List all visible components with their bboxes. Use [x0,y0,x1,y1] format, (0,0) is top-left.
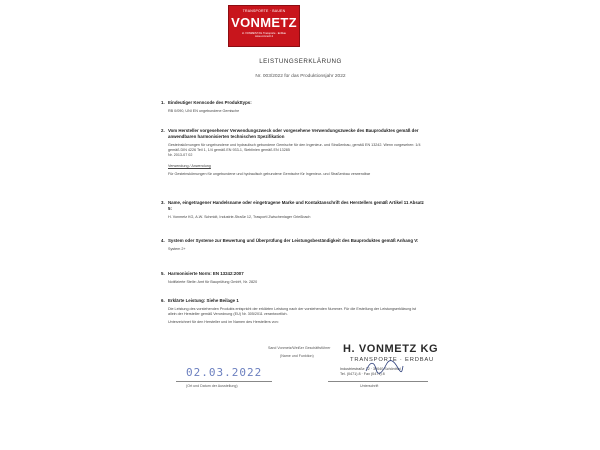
document-subtitle: Nr. 003/2022 für das Produktionsjahr 2022 [255,74,346,79]
handwritten-signature [364,359,404,375]
section-heading: Eindeutiger Kenncode des Produkttyps: [168,100,252,105]
section-heading: Erklärte Leistung: Siehe Beilage 1 [168,298,239,303]
section-number: 4. [161,238,165,243]
section-text: Für Gesteinskörnungen für ungebundene und hydraulisch gebundene Gemische für Ingenieur- und Straßenbau verwendbar [168,171,371,176]
section-number: 5. [161,271,165,276]
company-logo [228,5,300,47]
section-1 [161,100,424,114]
section-text: Gesteinskörnungen für ungebundene und hydraulisch gebundene Gemische für den Ingenieur- und Straßenbau, gemäß EN 13242. Wenn vorgesehen: 1/4 gemäß DIN 4226 Teil 1, 1/4 gemäß EN 933-1, Sieblinien gemäß EN 13285 [168,143,421,153]
company-stamp-address: Industriestraße 12 · 39040 Schönthal [340,367,401,371]
logo-website: www.vonmetz.it [254,35,274,38]
section-text: H. Vonmetz KG, A.W. Schmidt, Industrie-Straße 12, Trasporti Zwischenlager Grießbach [168,215,311,219]
section-text: System 2+ [168,247,186,251]
section-heading: System oder Systeme zur Bewertung und Überprüfung der Leistungsbeständigkeit des Bauproduktes gemäß Anhang V: [168,238,419,243]
section-number: 3. [161,200,165,205]
company-stamp-name: H. VONMETZ KG [343,343,439,355]
section-heading: Harmonisierte Norm: EN 13242:2007 [168,271,244,276]
signatory-line: Sand Vonmetz/Weißer Geschäftsführer [268,346,331,350]
document-title: LEISTUNGSERKLÄRUNG [259,58,342,65]
section-text: Unterzeichnet für den Hersteller und im Namen des Herstellers von: [168,320,279,325]
section-heading: Name, eingetragener Handelsname oder eingetragene Marke und Kontaktanschrift des Herstellers gemäß Artikel 11 Absatz 5: [168,200,424,211]
section-4 [161,238,424,252]
date-signature-rule [176,381,272,382]
logo-wordmark: VONMETZ [231,15,297,30]
section-number: 1. [161,100,165,105]
company-stamp-contact: Tel. (0471) 8 · Fax (0471) 8 [340,372,385,376]
section-5 [161,271,424,285]
logo-tagline: TRANSPORTE · BAUEN [242,9,286,13]
section-number: 6. [161,298,165,303]
section-3 [161,200,424,220]
signature-caption: Unterschrift [360,384,379,388]
section-text: Die Leistung des vorstehenden Produkts entspricht der erklärten Leistung nach der vorstehenden Nummer. Für die Erstellung der Leistungserklärung ist allein der Hersteller gemäß Verordnung (EU) Nr. 305/2011 verantwortlich. [168,307,417,317]
section-subheading: Verwendung / Anwendung [168,163,211,168]
logo-company-line: H. VONMETZ KG Transporte · Erdbau [241,32,287,35]
company-stamp-subtitle: TRANSPORTE · ERDBAU [350,357,435,363]
document-page [128,0,473,450]
section-6 [161,298,424,326]
section-text: Notifizierte Stelle: Amt für Bauprüfung GmbH, Nr. 2820 [168,280,258,284]
signature-rule [328,381,428,382]
handwritten-date: 02.03.2022 [186,366,263,379]
name-role-caption: (Name und Funktion) [280,354,314,358]
section-number: 2. [161,128,165,133]
place-date-caption: (Ort und Datum der Ausstellung) [186,384,238,388]
section-text: RB 0/090, UNI EN ungebundene Gemische [168,109,240,113]
section-2 [161,128,424,177]
section-text: Nr. 2013-07 02 [168,153,193,158]
section-heading: Vom Hersteller vorgesehener Verwendungszweck oder vorgesehene Verwendungszwecke des Bauproduktes gemäß der anwendbaren harmonisierten technischen Spezifikation [168,128,419,139]
